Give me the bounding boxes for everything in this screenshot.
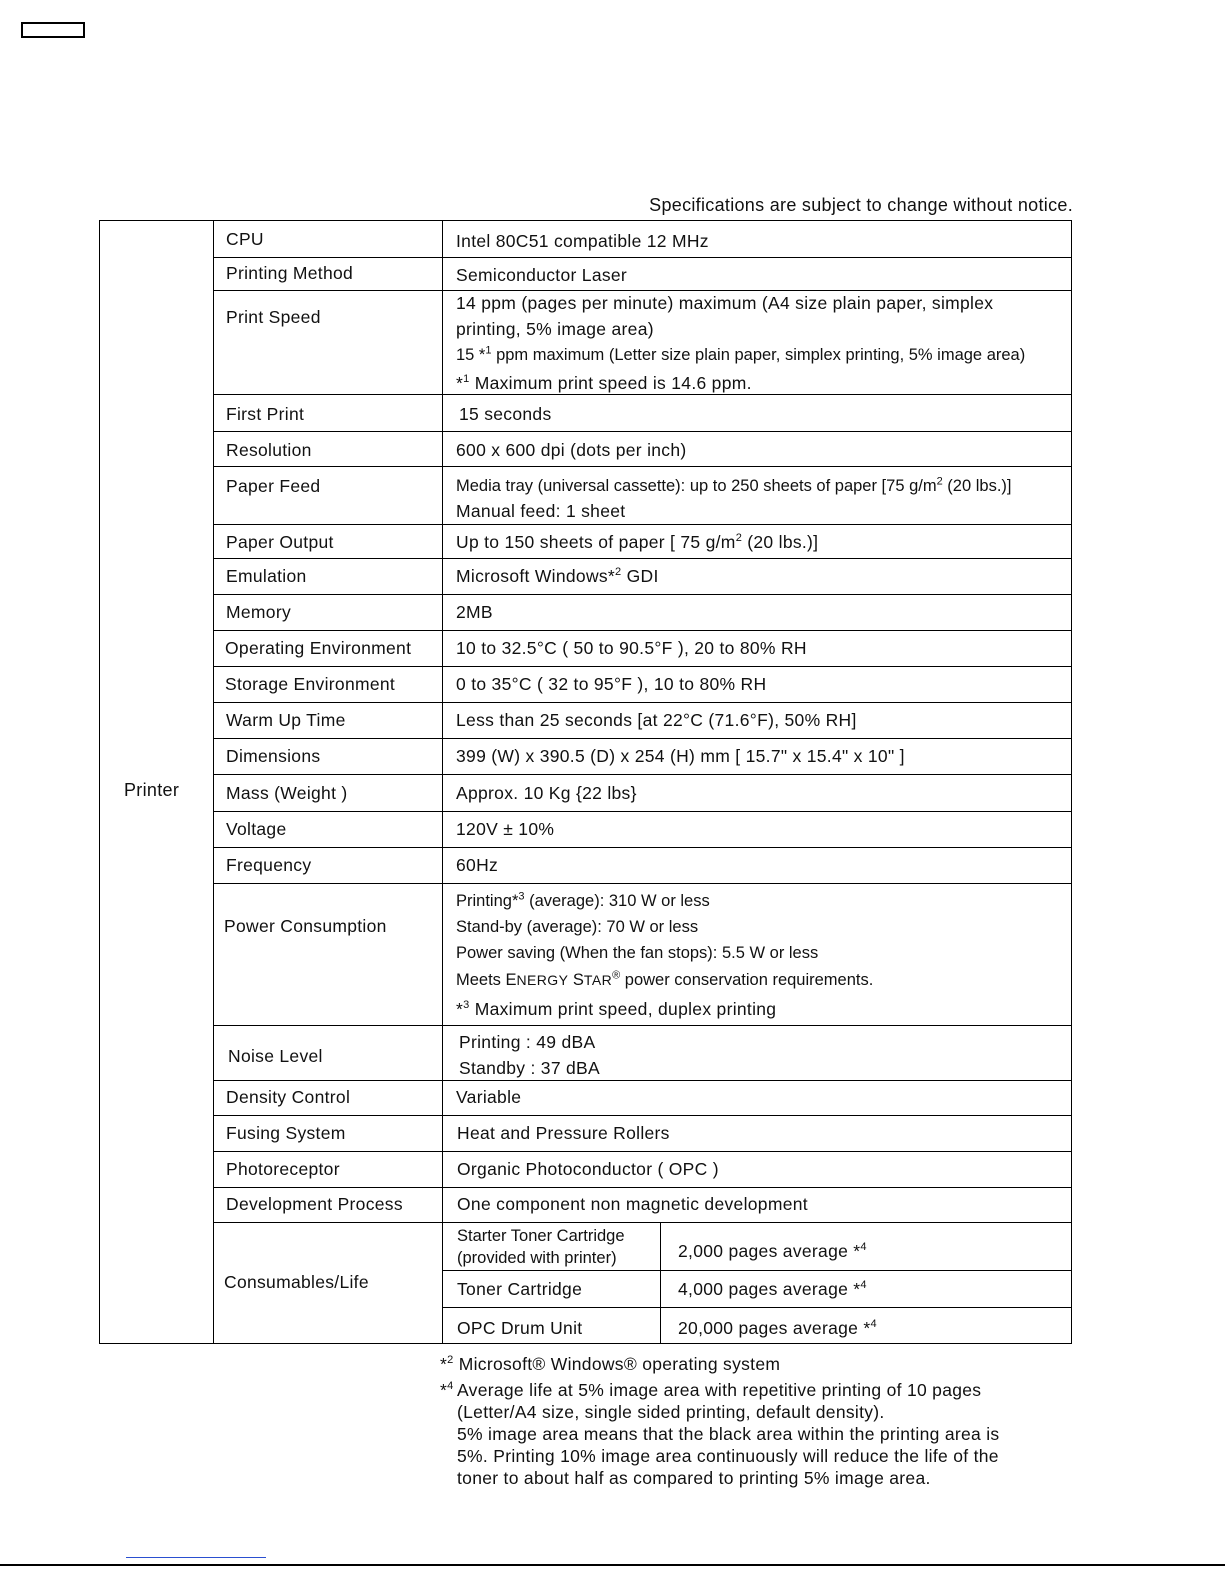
label-cpu: CPU: [226, 229, 264, 249]
label-photoreceptor: Photoreceptor: [226, 1159, 340, 1179]
footnote-4-line2: (Letter/A4 size, single sided printing, default density).: [457, 1402, 885, 1422]
consumable-toner-name: Toner Cartridge: [457, 1279, 583, 1299]
label-consumables-life: Consumables/Life: [224, 1272, 369, 1292]
footnote-4-line3: 5% image area means that the black area within the printing area is: [457, 1424, 1000, 1444]
value-density-control: Variable: [456, 1087, 522, 1107]
value-first-print: 15 seconds: [459, 404, 552, 424]
value-storage-environment: 0 to 35°C ( 32 to 95°F ), 10 to 80% RH: [456, 674, 767, 694]
value-warm-up-time: Less than 25 seconds [at 22°C (71.6°F), 50% RH]: [456, 710, 857, 730]
value-memory: 2MB: [456, 602, 493, 622]
value-resolution: 600 x 600 dpi (dots per inch): [456, 440, 687, 460]
label-frequency: Frequency: [226, 855, 312, 875]
label-mass: Mass (Weight ): [226, 783, 348, 803]
value-paper-feed-line2: Manual feed: 1 sheet: [456, 501, 626, 521]
label-first-print: First Print: [226, 404, 305, 424]
value-print-speed-line1: 14 ppm (pages per minute) maximum (A4 size plain paper, simplex: [456, 293, 994, 313]
bottom-link-underline: [126, 1557, 266, 1558]
value-voltage: 120V ± 10%: [456, 819, 555, 839]
label-emulation: Emulation: [226, 566, 307, 586]
bottom-rule: [0, 1564, 1225, 1566]
value-emulation: Microsoft Windows*$^2$ GDI: [456, 566, 659, 586]
label-fusing-system: Fusing System: [226, 1123, 346, 1143]
consumable-toner-life: 4,000 pages average *$^4$: [678, 1279, 867, 1299]
label-paper-output: Paper Output: [226, 532, 334, 552]
label-voltage: Voltage: [226, 819, 287, 839]
consumable-drum-name: OPC Drum Unit: [457, 1318, 583, 1338]
value-print-speed-line3: 15 *$^1$ ppm maximum (Letter size plain paper, simplex printing, 5% image area): [456, 344, 1026, 364]
value-fusing-system: Heat and Pressure Rollers: [457, 1123, 670, 1143]
consumable-starter-life: 2,000 pages average *$^4$: [678, 1241, 867, 1261]
label-storage-environment: Storage Environment: [225, 674, 396, 694]
value-power-line2: Stand-by (average): 70 W or less: [456, 918, 699, 936]
value-dimensions: 399 (W) x 390.5 (D) x 254 (H) mm [ 15.7" x 15.4" x 10" ]: [456, 746, 905, 766]
footnote-4-marker: *$^4$: [440, 1380, 454, 1400]
value-printing-method: Semiconductor Laser: [456, 265, 628, 285]
corner-box: [21, 22, 85, 38]
category-label: Printer: [124, 780, 180, 800]
value-print-speed-line4: *$^1$ Maximum print speed is 14.6 ppm.: [456, 373, 752, 393]
value-power-line1: Printing*$^3$ (average): 310 W or less: [456, 890, 710, 910]
value-noise-standby: Standby : 37 dBA: [459, 1058, 601, 1078]
value-cpu: Intel 80C51 compatible 12 MHz: [456, 231, 709, 251]
footnote-4-line1: Average life at 5% image area with repetitive printing of 10 pages: [457, 1380, 982, 1400]
label-resolution: Resolution: [226, 440, 312, 460]
footnote-2: *$^2$ Microsoft® Windows® operating system: [440, 1354, 781, 1374]
value-photoreceptor: Organic Photoconductor ( OPC ): [457, 1159, 719, 1179]
footnote-4-line4: 5%. Printing 10% image area continuously will reduce the life of the: [457, 1446, 999, 1466]
label-noise-level: Noise Level: [228, 1046, 323, 1066]
value-print-speed-line2: printing, 5% image area): [456, 319, 654, 339]
value-development-process: One component non magnetic development: [457, 1194, 808, 1214]
label-printing-method: Printing Method: [226, 263, 354, 283]
value-paper-output: Up to 150 sheets of paper [ 75 $g/m^2$ (20 lbs.)]: [456, 532, 819, 552]
consumable-drum-life: 20,000 pages average *$^4$: [678, 1318, 877, 1338]
value-noise-printing: Printing : 49 dBA: [459, 1032, 596, 1052]
value-frequency: 60Hz: [456, 855, 499, 875]
consumable-starter-name-line2: (provided with printer): [457, 1249, 617, 1267]
label-memory: Memory: [226, 602, 291, 622]
label-dimensions: Dimensions: [226, 746, 321, 766]
notice-text: Specifications are subject to change without notice.: [649, 195, 1073, 215]
label-operating-environment: Operating Environment: [225, 638, 412, 658]
label-print-speed: Print Speed: [226, 307, 321, 327]
consumable-starter-name-line1: Starter Toner Cartridge: [457, 1227, 625, 1245]
label-paper-feed: Paper Feed: [226, 476, 321, 496]
label-power-consumption: Power Consumption: [224, 916, 387, 936]
value-mass: Approx. 10 Kg {22 lbs}: [456, 783, 637, 803]
value-paper-feed-line1: Media tray (universal cassette): up to 250 sheets of paper [75 $g/m^2$ (20 lbs.)]: [456, 475, 1012, 495]
value-power-line4: Meets ENERGY STAR® power conservation requirements.: [456, 969, 874, 989]
value-power-line5: *$^3$ Maximum print speed, duplex printing: [456, 999, 777, 1019]
label-development-process: Development Process: [226, 1194, 403, 1214]
footnote-4-line5: toner to about half as compared to printing 5% image area.: [457, 1468, 931, 1488]
label-warm-up-time: Warm Up Time: [226, 710, 346, 730]
value-operating-environment: 10 to 32.5°C ( 50 to 90.5°F ), 20 to 80% RH: [456, 638, 807, 658]
value-power-line3: Power saving (When the fan stops): 5.5 W or less: [456, 944, 819, 962]
label-density-control: Density Control: [226, 1087, 351, 1107]
